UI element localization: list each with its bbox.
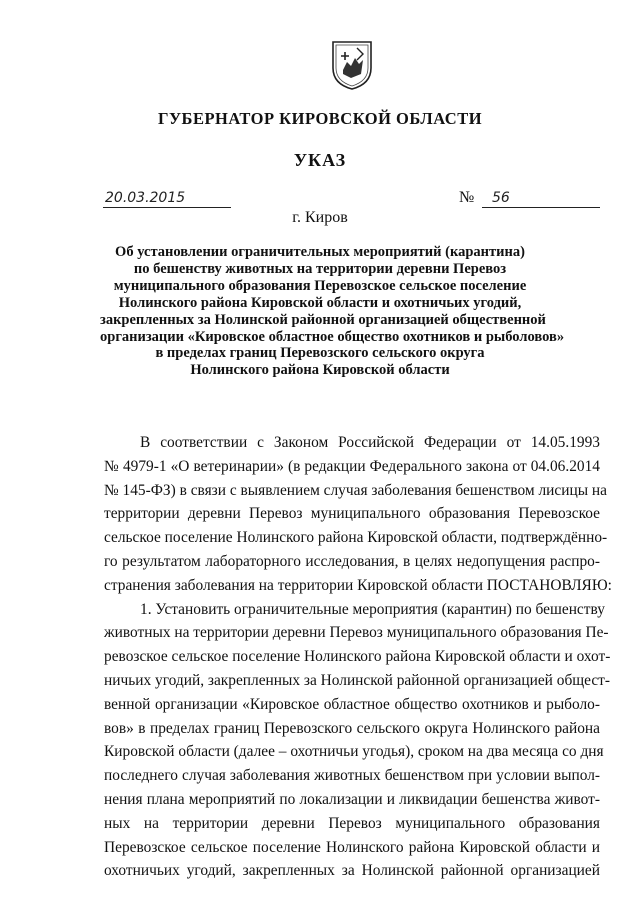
issuing-authority: ГУБЕРНАТОР КИРОВСКОЙ ОБЛАСТИ — [157, 109, 483, 128]
title-line: организации «Кировское областное общество охотников и рыболовов» — [100, 328, 565, 345]
body-line: последнего случая заболевания животных бешенством при условии выпол- — [104, 767, 600, 785]
body-line: 1. Установить ограничительные мероприятия (карантин) по бешенству — [140, 600, 605, 618]
body-line: ревозское сельское поселение Нолинского района Кировской области и охот- — [104, 648, 611, 666]
body-line: вов» в пределах границ Перевозского сельского округа Нолинского района — [104, 719, 600, 737]
city-line: г. Киров — [292, 209, 348, 226]
body-line: № 145-ФЗ) в связи с выявлением случая заболевания бешенством лисицы на — [104, 481, 607, 499]
body-line: го результатом лабораторного исследования, в целях недопущения распро- — [104, 552, 600, 570]
number-field — [482, 190, 600, 208]
body-line: территории деревни Перевоз муниципального образования Перевозское — [104, 505, 600, 523]
document-date: 20.03.2015 — [105, 190, 186, 206]
document-number: 56 — [492, 190, 510, 206]
preamble-paragraph — [104, 431, 612, 598]
body-line: ных на территории деревни Перевоз муниципального образования — [104, 814, 600, 832]
body-line: В соответствии с Законом Российской Федерации от 14.05.1993 — [140, 434, 600, 451]
body-line: ничьих угодий, закрепленных за Нолинской районной организацией общест- — [104, 671, 611, 689]
body-line: венной организации «Кировское областное общество охотников и рыболо- — [104, 695, 600, 713]
document-body — [104, 431, 612, 883]
body-line: Перевозское сельское поселение Нолинского района Кировской области и — [104, 838, 600, 856]
clause-1-paragraph — [104, 598, 611, 884]
coat-of-arms-icon — [329, 40, 375, 90]
title-line: по бешенству животных на территории деревни Перевоз — [133, 260, 507, 277]
title-line: Об установлении ограничительных мероприятий (карантина) — [115, 244, 525, 260]
document-title — [100, 244, 565, 379]
title-line: Нолинского района Кировской области и охотничьих угодий, — [118, 294, 522, 311]
body-line: охотничьих угодий, закрепленных за Нолинской районной организацией — [104, 862, 600, 880]
title-line: Нолинского района Кировской области — [190, 362, 450, 379]
body-line: странения заболевания на территории Кировской области ПОСТАНОВЛЯЮ: — [104, 576, 612, 594]
number-label: № — [459, 189, 475, 206]
date-field — [103, 190, 231, 208]
body-line: сельское поселение Нолинского района Кировской области, подтверждённо- — [104, 529, 608, 547]
body-line: животных на территории деревни Перевоз муниципального образования Пе- — [104, 624, 609, 642]
body-line: № 4979-1 «О ветеринарии» (в редакции Федерального закона от 04.06.2014 — [104, 457, 600, 475]
document-type: УКАЗ — [293, 150, 347, 170]
title-line: закрепленных за Нолинской районной организацией общественной — [100, 311, 546, 328]
title-line: в пределах границ Перевозского сельского округа — [155, 345, 485, 362]
body-line: нения плана мероприятий по локализации и ликвидации бешенства живот- — [104, 790, 600, 808]
body-line: Кировской области (далее – охотничьи угодья), сроком на два месяца со дня — [104, 743, 604, 761]
title-line: муниципального образования Перевозское сельское поселение — [113, 277, 527, 294]
